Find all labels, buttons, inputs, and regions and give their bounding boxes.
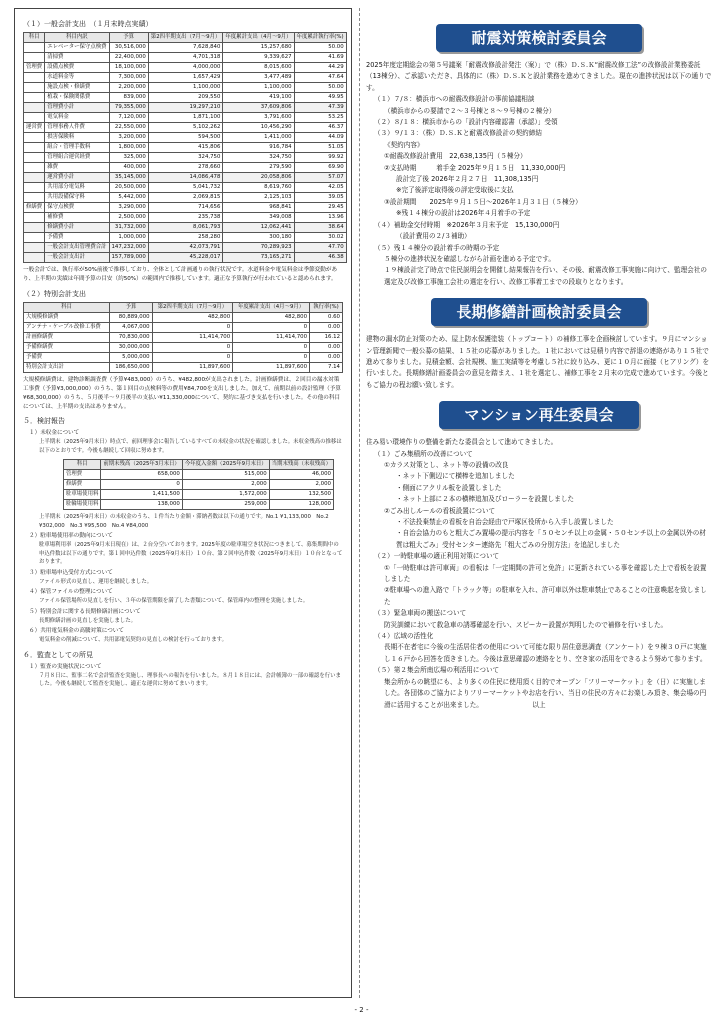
regeneration-item: ・側面にアクリル板を設置しました — [396, 483, 502, 492]
report-item-text: ファイル保管場所の見直しを行い、３年の保管期限を満了した書類について、保管庫内の整理を実施しました。 — [39, 598, 309, 604]
budget-cell: 35,145,000 — [109, 173, 148, 183]
arrears-table — [63, 459, 334, 510]
budget-cell: 運営費 — [24, 123, 45, 133]
regeneration-item: ②ごみ出しルールの看板設置について — [384, 506, 496, 515]
special-budget-table — [23, 302, 343, 373]
arrears-header: 前期末残高（2025年3月末日） — [101, 460, 182, 470]
budget-cell: 31,732,000 — [109, 223, 148, 233]
budget-cell: 279,590 — [223, 163, 294, 173]
budget-cell: 5,102,262 — [148, 123, 223, 133]
budget-row — [24, 153, 347, 163]
report-item-text: 駐車場利用率（2025年9月末日現在）は、２台分空いております。2025年度の駐車場空き状況につきまして、募集期間中の申込件数は以下の通りです。第１回申込件数（2025年9月末日）１０台、第２回申込件数（2025年9月末日）１０台となっております。 — [39, 542, 343, 565]
budget-row — [24, 63, 347, 73]
budget-cell: 22,400,000 — [109, 53, 148, 63]
budget-cell: 22,550,000 — [109, 123, 148, 133]
budget-row — [24, 223, 347, 233]
special-cell: 30,000,000 — [110, 343, 152, 353]
budget-cell: 修繕費小計 — [45, 223, 109, 233]
budget-cell: 7,300,000 — [109, 73, 148, 83]
budget-cell: 植栽・保険関係費 — [45, 93, 109, 103]
budget-cell — [24, 253, 45, 263]
general-account-title: （１）一般会計支出 （１月末時点実績） — [23, 20, 153, 28]
special-cell: アンテナ・ケーブル改修工事費 — [24, 323, 110, 333]
budget-cell: 30,516,000 — [109, 43, 148, 53]
report-item-heading: ６）共用電気料金の高騰対策について — [29, 628, 124, 634]
budget-cell: 水道料金等 — [45, 73, 109, 83]
arrears-text: 上半期末（2025年9月末日）時点で、前回理事会に報告しているすべての未収金の状況を確認しました。未収金残高の推移は以下のとおりです。今後も継続して回収に努めます。 — [39, 439, 342, 454]
arrears-cell: 2,000 — [182, 480, 269, 490]
budget-cell — [24, 223, 45, 233]
seismic-item: （横浜市からの要請で２〜３号棟と８〜９号棟の２棟分） — [384, 106, 556, 115]
budget-cell: 施設点検・修繕費 — [45, 83, 109, 93]
seismic-item: （４）補助金交付時期 ※2026年３月末予定 15,130,000円 — [374, 220, 560, 229]
budget-cell: 44.29 — [294, 63, 346, 73]
budget-cell: 714,656 — [148, 203, 223, 213]
budget-cell: 設備点検費 — [45, 63, 109, 73]
budget-cell: 組合・管理手数料 — [45, 143, 109, 153]
budget-cell: 50.00 — [294, 83, 346, 93]
budget-cell: 968,841 — [223, 203, 294, 213]
regeneration-item: ・ネット上部に２本の横棒追加及びローラーを設置しました — [396, 495, 575, 504]
budget-cell: 99.92 — [294, 153, 346, 163]
budget-cell — [24, 163, 45, 173]
special-cell: 80,889,000 — [110, 313, 152, 323]
budget-cell: 51.05 — [294, 143, 346, 153]
special-header: 年度累計支出（4月〜9月） — [233, 303, 310, 313]
budget-cell: 7,628,840 — [148, 43, 223, 53]
budget-cell: 594,500 — [148, 133, 223, 143]
report-item-heading: ４）保管ファイルの整理について — [29, 589, 113, 595]
special-cell: 11,897,600 — [152, 363, 233, 373]
seismic-item: （５）残１４棟分の設計着手の時期の予定 — [374, 243, 500, 252]
budget-cell — [24, 53, 45, 63]
budget-cell: 157,789,000 — [109, 253, 148, 263]
regeneration-item: ・自治会協力のもと粗大ごみ置場の提示内容を「５０センチ以上の金属・５０センチ以上の金属以外の材質は粗大ごみ」受付センター連絡先「粗大ごみの分別方法」を追記しました — [396, 529, 706, 549]
arrears-cell: 259,000 — [182, 500, 269, 510]
budget-row — [24, 233, 347, 243]
budget-cell: 5,041,732 — [148, 183, 223, 193]
budget-cell: 42,073,791 — [148, 243, 223, 253]
budget-cell: 4,701,318 — [148, 53, 223, 63]
report-item-heading: ５）特別会計に関する長期修繕計画について — [29, 608, 141, 615]
special-cell: 0 — [233, 323, 310, 333]
budget-cell: 235,738 — [148, 213, 223, 223]
arrears-header: 科目 — [64, 460, 101, 470]
report-item-heading: ３）駐車場申込受付方式について — [29, 569, 113, 576]
audit-heading: １）監査の実施状況について — [29, 663, 102, 670]
budget-cell: 147,232,000 — [109, 243, 148, 253]
budget-cell: 300,180 — [223, 233, 294, 243]
special-cell: 特別会計支出計 — [24, 363, 110, 373]
regeneration-item: 長期不在者宅に今後の生活居住者の使用について可能な限り居住意思調査（アンケート）を９棟３０戸に実施し１６戸から回答を頂きました。今後は意思確認の連絡をとり、空き家の活用をできるよう努めて参ります。 — [384, 643, 707, 663]
special-cell: 0.00 — [310, 343, 343, 353]
seismic-item: ②支払時期 着手金 2025年９月１５日 11,330,000円 — [384, 163, 566, 172]
budget-cell: 349,008 — [223, 213, 294, 223]
budget-cell: 5,442,000 — [109, 193, 148, 203]
budget-cell: 1,657,429 — [148, 73, 223, 83]
special-cell: 5,000,000 — [110, 353, 152, 363]
budget-cell: 14,086,478 — [148, 173, 223, 183]
budget-cell: 41.69 — [294, 53, 346, 63]
budget-cell: 3,477,489 — [223, 73, 294, 83]
special-cell: 186,650,000 — [110, 363, 152, 373]
arrears-row — [64, 480, 334, 490]
special-cell: 0.00 — [310, 353, 343, 363]
special-header: 科目 — [24, 303, 110, 313]
budget-cell: 一般会計支出管理費合計 — [45, 243, 109, 253]
budget-row — [24, 83, 347, 93]
seismic-item: 設計完了後 2026年２月２７日 11,308,135円 — [396, 175, 539, 184]
budget-cell: 39.05 — [294, 193, 346, 203]
special-cell: 0.00 — [310, 323, 343, 333]
budget-cell: 47.39 — [294, 103, 346, 113]
report-items — [23, 532, 343, 645]
special-account-note: 大規模修繕費は、建物診断調査費（予算¥483,000）のうち、¥482,800が支出されました。計画修繕費は、２回目の漏水対策工事費（予算¥3,000,000）のうち、第１回目の点検料等の費用¥84,700を支出しました。加えて、前期以前の設計監理（予算¥68,300,000）のうち、５月後半〜９月後半の支払い¥11,330,000について、契約に基づき支払を行いました。その他の科目については、上半期の支出はありません。 — [23, 377, 341, 410]
budget-row — [24, 243, 347, 253]
arrears-cell: 修繕費 — [64, 480, 101, 490]
budget-cell: 38.64 — [294, 223, 346, 233]
seismic-item: ※残１４棟分の設計は2026年４月着手の予定 — [396, 209, 531, 218]
seismic-item: ５棟分の進捗状況を確認しながら計画を進める予定です。 — [384, 254, 555, 263]
regeneration-item: （３）緊急車両の搬送について — [374, 609, 467, 618]
budget-cell: 324,750 — [148, 153, 223, 163]
special-account-title: （２）特別会計支出 — [23, 290, 86, 298]
arrears-row — [64, 500, 334, 510]
regeneration-item: ・ネット下側辺にて横棒を追加しました — [396, 472, 515, 481]
budget-row — [24, 163, 347, 173]
budget-cell: 3,290,000 — [109, 203, 148, 213]
special-cell: 11,414,700 — [233, 333, 310, 343]
budget-cell: 50.00 — [294, 43, 346, 53]
regeneration-item: 住み易い環境作りの整備を新たな委員会として進めてきました。 — [366, 438, 558, 447]
special-cell: 予備修繕費 — [24, 343, 110, 353]
budget-cell: 修繕費 — [24, 203, 45, 213]
budget-cell: 1,800,000 — [109, 143, 148, 153]
arrears-cell: 0 — [101, 480, 182, 490]
budget-cell: 839,000 — [109, 93, 148, 103]
budget-cell: 44.09 — [294, 133, 346, 143]
regeneration-item: （４）広域の活性化 — [374, 632, 434, 641]
budget-cell: 雑費 — [45, 163, 109, 173]
arrears-cell: 138,000 — [101, 500, 182, 510]
budget-cell: 8,619,760 — [223, 183, 294, 193]
seismic-item: 《契約内容》 — [384, 140, 424, 149]
budget-row — [24, 113, 347, 123]
budget-cell: 30.02 — [294, 233, 346, 243]
budget-header: 科目 — [24, 33, 45, 43]
arrears-note: 上半期末（2025年9月末日）の未収金のうち、１件当たり金額・滞納者数は以下の通りです。No.1 ¥1,133,000 No.2 ¥302,000 No.3 ¥95,500 No.4 ¥84,000 — [39, 514, 329, 529]
arrears-header: 当期末残高（未収残高） — [269, 460, 333, 470]
arrears-cell: 管理費 — [64, 470, 101, 480]
page-number: - 2 - — [354, 1006, 369, 1014]
budget-cell: 258,280 — [148, 233, 223, 243]
budget-cell: 42.05 — [294, 183, 346, 193]
report-item-heading: ２）駐車場使用率の動向について — [29, 533, 113, 539]
budget-cell: 79,355,000 — [109, 103, 148, 113]
general-account-note: 一般会計では、執行率が50%前後で推移しており、全体として計画通りの執行状況です。水道料金や電気料金は季節変動があり、上半期の実績は年間予算の目安（約50%）の範囲内で推移しています。適正な予算執行が行われていると認められます。 — [23, 267, 338, 282]
seismic-item: （３）９/１３：（株）Ｄ.Ｓ.Ｋと耐震改修設計の契約締結 — [374, 129, 542, 138]
budget-cell: 損害保険料 — [45, 133, 109, 143]
budget-cell: 324,750 — [223, 153, 294, 163]
regeneration-item: ①「一時駐車は許可車両」の看板は「一定期間の許可と免許」に更新されている事を確認した上で看板を設置しました — [384, 563, 707, 584]
budget-cell: 1,871,100 — [148, 113, 223, 123]
budget-cell: 7,120,000 — [109, 113, 148, 123]
arrears-cell: 1,572,000 — [182, 490, 269, 500]
regeneration-item: （５）第２集会所南広場の利活用について — [374, 666, 500, 675]
budget-cell — [24, 43, 45, 53]
budget-cell: 49.95 — [294, 93, 346, 103]
regeneration-committee-banner: マンション再生委員会 — [439, 401, 639, 429]
budget-cell: 53.25 — [294, 113, 346, 123]
budget-cell: 3,200,000 — [109, 133, 148, 143]
budget-cell: 29.45 — [294, 203, 346, 213]
seismic-item: （１）７/８：横浜市への耐震改修設計の事前協議相談 — [374, 95, 535, 104]
budget-header: 年度累計執行率(%) — [294, 33, 346, 43]
special-cell: 11,897,600 — [233, 363, 310, 373]
budget-cell — [24, 233, 45, 243]
left-column — [14, 8, 352, 998]
special-cell: 7.14 — [310, 363, 343, 373]
arrears-cell: 46,000 — [269, 470, 333, 480]
budget-cell: 補修費 — [45, 213, 109, 223]
budget-header: 年度累計支出（4月〜9月） — [223, 33, 294, 43]
column-divider — [359, 8, 360, 998]
budget-cell — [24, 143, 45, 153]
budget-cell: 12,062,441 — [223, 223, 294, 233]
budget-row — [24, 73, 347, 83]
budget-cell — [24, 73, 45, 83]
budget-cell: 管理費小計 — [45, 103, 109, 113]
budget-cell: エレベーター保守点検費 — [45, 43, 109, 53]
budget-cell — [24, 93, 45, 103]
budget-row — [24, 143, 347, 153]
budget-cell — [24, 243, 45, 253]
budget-cell: 46.37 — [294, 123, 346, 133]
budget-cell: 419,100 — [223, 93, 294, 103]
seismic-committee-body — [366, 60, 712, 288]
regeneration-item: 防災訓練において救急車の誘導確認を行い、スピーカー設置が判明したので補修を行いました。 — [384, 620, 668, 629]
budget-cell — [24, 83, 45, 93]
report-item-text: ファイル形式の見直し、運用を継続しました。 — [39, 578, 153, 585]
budget-cell: 8,061,793 — [148, 223, 223, 233]
budget-cell: 2,500,000 — [109, 213, 148, 223]
budget-header: 第2四半期支出（7月〜9月） — [148, 33, 223, 43]
budget-cell: 400,000 — [109, 163, 148, 173]
budget-cell: 278,660 — [148, 163, 223, 173]
budget-cell — [24, 113, 45, 123]
regeneration-item: 集会所からの眺望にも、より多くの住民に使用頂く目的でオープン「フリーマーケット」を（日）に実施しました。各団体のご協力によりフリーマーケットやお店を行い、当日の住民の方々にお楽しみ頂き、集会場の円滑に活用することが出来ました。 以上 — [384, 677, 707, 709]
budget-row — [24, 203, 347, 213]
budget-cell: 45,228,017 — [148, 253, 223, 263]
arrears-row — [64, 470, 334, 480]
budget-cell: 46.38 — [294, 253, 346, 263]
budget-cell: 1,100,000 — [223, 83, 294, 93]
special-cell: 4,067,000 — [110, 323, 152, 333]
arrears-cell: 128,000 — [269, 500, 333, 510]
special-header: 予算 — [110, 303, 152, 313]
budget-cell: 4,000,000 — [148, 63, 223, 73]
arrears-cell: 515,000 — [182, 470, 269, 480]
seismic-item: ③設計期間 2025年９月１５日〜2026年１月３１日（５棟分） — [384, 197, 582, 206]
budget-cell: 325,000 — [109, 153, 148, 163]
budget-row — [24, 253, 347, 263]
budget-cell: 管理事務人件費 — [45, 123, 109, 133]
budget-cell: 一般会計支出計 — [45, 253, 109, 263]
special-header: 第2四半期支出（7月〜9月） — [152, 303, 233, 313]
special-cell: 予備費 — [24, 353, 110, 363]
budget-cell: 209,550 — [148, 93, 223, 103]
budget-cell: 47.70 — [294, 243, 346, 253]
arrears-cell: 駐車場使用料 — [64, 490, 101, 500]
budget-cell: 1,411,000 — [223, 133, 294, 143]
special-cell: 0 — [152, 343, 233, 353]
budget-cell — [24, 183, 45, 193]
budget-row — [24, 103, 347, 113]
budget-row — [24, 53, 347, 63]
special-cell: 0 — [233, 343, 310, 353]
special-cell: 11,414,700 — [152, 333, 233, 343]
budget-cell — [24, 173, 45, 183]
budget-header: 科目内訳 — [45, 33, 109, 43]
special-row — [24, 343, 343, 353]
arrears-cell: 658,000 — [101, 470, 182, 480]
budget-row — [24, 213, 347, 223]
budget-cell: 70,289,923 — [223, 243, 294, 253]
budget-header: 予算 — [109, 33, 148, 43]
budget-cell: 415,806 — [148, 143, 223, 153]
budget-row — [24, 43, 347, 53]
seismic-intro: 2025年度定期総会の第５号議案「耐震改修設計発注（案）」で（株）Ｄ.Ｓ.Ｋ“耐震改修工法”の改修設計業務委託（13棟分）、ご承認いただき、具体的に（株）Ｄ.Ｓ.Ｋと設計業務を進めてきました。現在の進捗状況は以下の通りです。 — [366, 61, 712, 92]
budget-cell — [24, 133, 45, 143]
budget-cell: 共用設備保守料 — [45, 193, 109, 203]
arrears-cell: 2,000 — [269, 480, 333, 490]
budget-cell: 運営費小計 — [45, 173, 109, 183]
budget-cell: 73,165,271 — [223, 253, 294, 263]
special-cell: 70,830,000 — [110, 333, 152, 343]
seismic-item: ※完了後評定取得後の評定受取後に支払 — [396, 186, 514, 195]
special-header: 執行率(%) — [310, 303, 343, 313]
budget-cell: 2,200,000 — [109, 83, 148, 93]
special-cell: 16.12 — [310, 333, 343, 343]
long-term-repair-banner: 長期修繕計画検討委員会 — [431, 298, 647, 326]
special-row — [24, 323, 343, 333]
budget-cell — [24, 193, 45, 203]
special-row — [24, 333, 343, 343]
budget-cell: 10,456,290 — [223, 123, 294, 133]
budget-cell: 予備費 — [45, 233, 109, 243]
right-column — [366, 24, 712, 996]
regeneration-item: ・不法投棄禁止の看板を自治会経由で戸塚区役所から入手し設置しました — [396, 518, 614, 526]
special-cell: 計画修繕費 — [24, 333, 110, 343]
report-item-text: 長期修繕計画の見直しを実施しました。 — [39, 617, 137, 624]
regeneration-item: （１）ごみ集積所の改善について — [374, 449, 473, 458]
special-row — [24, 353, 343, 363]
budget-cell: 8,015,600 — [223, 63, 294, 73]
special-cell: 大規模修繕費 — [24, 313, 110, 323]
regeneration-committee-body — [366, 437, 712, 711]
budget-cell: 18,100,000 — [109, 63, 148, 73]
long-term-repair-body: 建物の漏水防止対策のため、屋上防水保護塗装（トップコート）の補修工事を企画検討しています。９月にマンション管理新聞で一般公募の結果、１５社の応募がありました。１社においては見積り内容で辞退の連絡があり１５社で進めて参りました。見積金額、会社規模、施工実績等を考慮し５社に絞り込み、更に１０月に面接（ヒアリング）を行いました。長期修繕計画委員会の意見を踏まえ、１社を選定し、補修工事を２月末の完成で進めています。今後ともご協力の程お願い致します。 — [366, 335, 710, 389]
budget-cell: 管理費 — [24, 63, 45, 73]
budget-cell: 1,100,000 — [148, 83, 223, 93]
seismic-item: （設計費用の２/３補助） — [396, 232, 471, 241]
budget-row — [24, 183, 347, 193]
budget-cell: 37,609,806 — [223, 103, 294, 113]
budget-cell: 15,257,680 — [223, 43, 294, 53]
arrears-cell: 132,500 — [269, 490, 333, 500]
seismic-item: （２）８/１８：横浜市からの「設計内容確認書（承認）」受領 — [374, 118, 558, 127]
special-cell: 0 — [152, 353, 233, 363]
budget-cell: 13.96 — [294, 213, 346, 223]
special-cell: 482,800 — [233, 313, 310, 323]
budget-cell: 69.90 — [294, 163, 346, 173]
budget-cell — [24, 153, 45, 163]
budget-cell: 電気料金 — [45, 113, 109, 123]
budget-cell: 47.64 — [294, 73, 346, 83]
regeneration-item: ②駐車場への進入路で「トラック等」の駐車を入れ、許可車以外は駐車禁止であることの注意喚起を致しました — [384, 586, 707, 606]
arrears-cell: 1,411,500 — [101, 490, 182, 500]
budget-cell: 清掃費 — [45, 53, 109, 63]
budget-cell: 2,069,815 — [148, 193, 223, 203]
budget-cell: 20,500,000 — [109, 183, 148, 193]
seismic-committee-banner: 耐震対策検討委員会 — [436, 24, 642, 52]
budget-cell: 57.07 — [294, 173, 346, 183]
budget-cell — [24, 213, 45, 223]
arrears-row — [64, 490, 334, 500]
seismic-item: ①耐震改修設計費用 22,638,135円（５棟分） — [384, 152, 527, 161]
budget-row — [24, 123, 347, 133]
budget-cell: 20,058,806 — [223, 173, 294, 183]
arrears-cell: 駐輪場使用料 — [64, 500, 101, 510]
audit-title: ６．監査としての所見 — [23, 650, 93, 659]
audit-text: ７月８日に、監事二名で会計監査を実施し、理事長への報告を行いました。８月１８日には、会計帳簿の一部の確認を行いました。今後も継続して監査を実施し、適正な運営に努めてまいります。 — [39, 672, 341, 687]
budget-row — [24, 93, 347, 103]
budget-cell: 2,125,103 — [223, 193, 294, 203]
arrears-header: 今年度入金額（2025年9月末日） — [182, 460, 269, 470]
special-row — [24, 363, 343, 373]
budget-cell: 共用部分電気料 — [45, 183, 109, 193]
budget-cell — [24, 103, 45, 113]
budget-cell: 19,297,210 — [148, 103, 223, 113]
report-item-text: 電気料金の削減について、共用部電気契約の見直しの検討を行っております。 — [39, 637, 228, 643]
special-row — [24, 313, 343, 323]
general-budget-table — [23, 32, 347, 263]
budget-cell: 保守点検費 — [45, 203, 109, 213]
budget-cell: 3,791,600 — [223, 113, 294, 123]
special-cell: 0 — [152, 323, 233, 333]
special-cell: 0.60 — [310, 313, 343, 323]
budget-row — [24, 173, 347, 183]
budget-cell: 916,784 — [223, 143, 294, 153]
special-cell: 0 — [233, 353, 310, 363]
budget-cell: 管理組合運営経費 — [45, 153, 109, 163]
budget-cell: 9,339,627 — [223, 53, 294, 63]
budget-row — [24, 133, 347, 143]
budget-row — [24, 193, 347, 203]
regeneration-item: ①カラス対策とし、ネット等の設備の改良 — [384, 460, 509, 469]
arrears-heading: １）未収金について — [29, 430, 80, 436]
special-cell: 482,800 — [152, 313, 233, 323]
seismic-item: １９棟設計完了時点で住民説明会を開催し結果報告を行い、その後、耐震改修工事実施に向けて、監理会社の選定及び改修工事施工会社の選定を行い、改修工事着工までの段取りとなります。 — [384, 266, 707, 286]
report-title: ５．検討報告 — [23, 417, 65, 425]
budget-cell: 1,000,000 — [109, 233, 148, 243]
regeneration-item: （２）一時駐車場の適正利用対策について — [374, 552, 500, 561]
